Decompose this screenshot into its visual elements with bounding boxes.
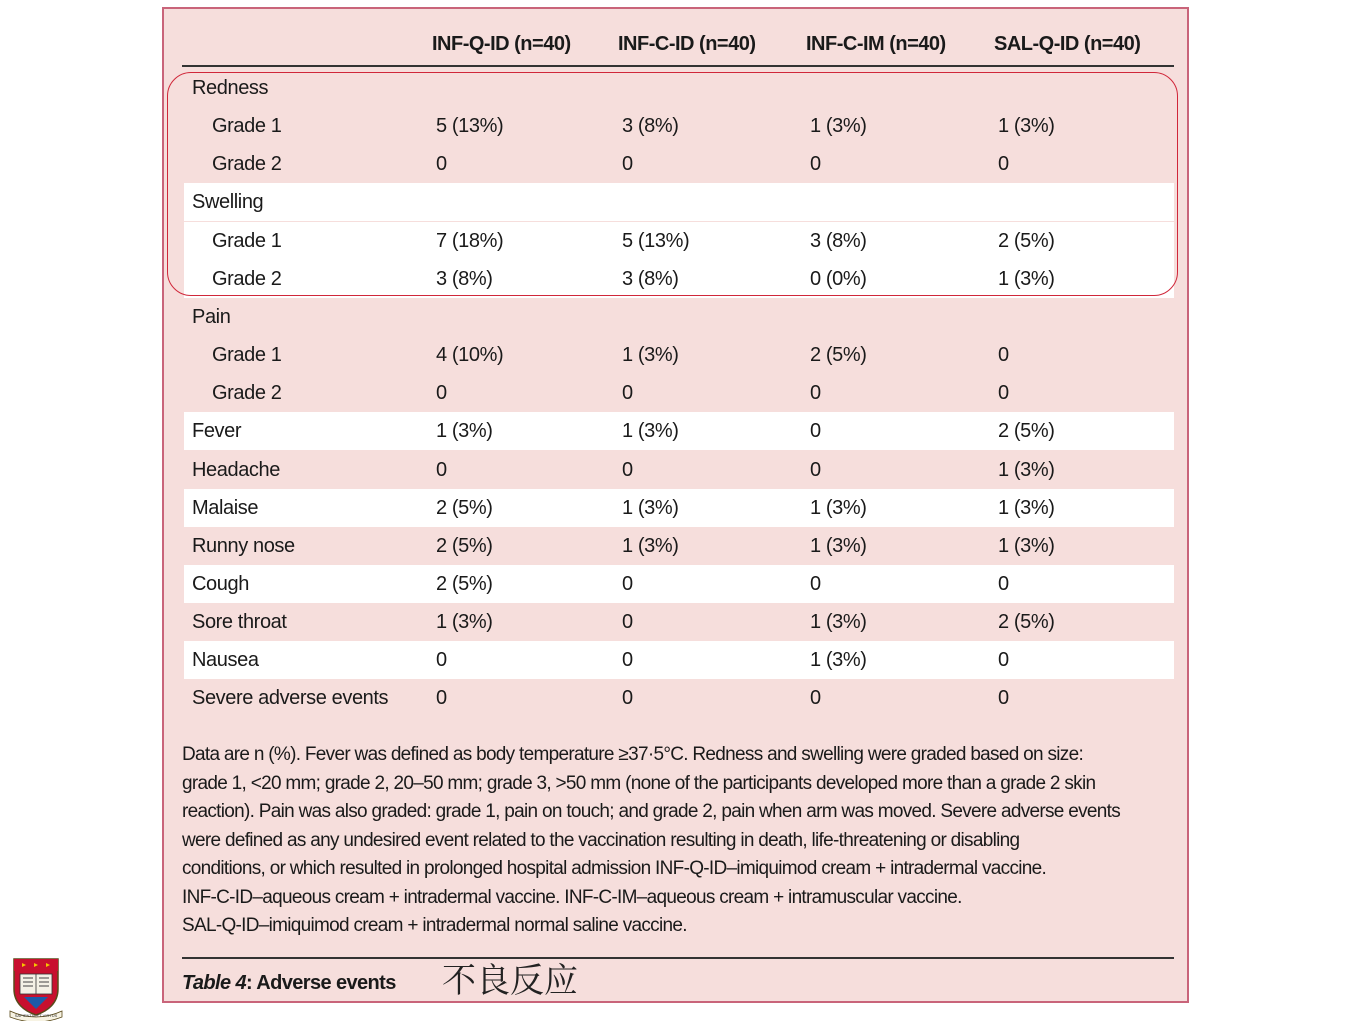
table-cell: 1 (3%) xyxy=(436,420,493,443)
table-cell: 0 xyxy=(436,649,447,672)
footnote-line: conditions, or which resulted in prolonged hospital admission INF-Q-ID–imiquimod cream + intradermal vaccine. xyxy=(182,858,1047,879)
table-cell: 3 (8%) xyxy=(810,229,867,252)
table-cell: 1 (3%) xyxy=(622,496,679,519)
table-cell: 2 (5%) xyxy=(436,572,493,595)
table-row xyxy=(184,679,1174,717)
table-cell: 0 xyxy=(622,153,633,176)
table-cell: 2 (5%) xyxy=(998,420,1055,443)
row-label: Grade 2 xyxy=(212,382,282,405)
table-cell: 0 xyxy=(622,382,633,405)
row-label: Headache xyxy=(192,458,280,481)
table-cell: 1 (3%) xyxy=(810,534,867,557)
table-cell: 0 xyxy=(998,382,1009,405)
table-cell: 0 xyxy=(622,649,633,672)
table-cell: 2 (5%) xyxy=(436,534,493,557)
university-crest-icon xyxy=(8,955,64,1021)
table-cell: 1 (3%) xyxy=(810,611,867,634)
highlight-outline xyxy=(167,72,1178,296)
table-cell: 2 (5%) xyxy=(436,496,493,519)
row-label: Swelling xyxy=(192,191,264,214)
row-label: Grade 2 xyxy=(212,153,282,176)
footnote-line: were defined as any undesired event related to the vaccination resulting in death, life-threatening or disabling xyxy=(182,829,1020,851)
row-label: Fever xyxy=(192,420,242,443)
table-cell: 0 xyxy=(622,687,633,710)
table-cell: 1 (3%) xyxy=(998,496,1055,519)
table-row xyxy=(184,489,1174,527)
table-cell: 5 (13%) xyxy=(622,229,690,252)
table-cell: 0 (0%) xyxy=(810,267,867,290)
table-cell: 1 (3%) xyxy=(436,611,493,634)
table-cell: 5 (13%) xyxy=(436,115,504,138)
footnote-line: reaction). Pain was also graded: grade 1, pain on touch; and grade 2, pain when arm was moved. Severe adverse events xyxy=(182,801,1121,822)
table-cell: 0 xyxy=(436,382,447,405)
table-cell: 1 (3%) xyxy=(810,115,867,138)
table-cell: 4 (10%) xyxy=(436,344,504,367)
table-cell: 3 (8%) xyxy=(436,267,493,290)
table-cell: 0 xyxy=(810,153,821,176)
table-row xyxy=(184,298,1174,336)
row-label: Grade 1 xyxy=(212,229,282,252)
column-header: INF-C-ID (n=40) xyxy=(618,33,756,55)
table-cell: 0 xyxy=(436,687,447,710)
table-cell: 0 xyxy=(622,572,633,595)
row-label: Cough xyxy=(192,572,249,595)
table-cell: 0 xyxy=(998,344,1009,367)
footer-divider xyxy=(182,957,1174,959)
table-cell: 7 (18%) xyxy=(436,229,504,252)
table-cell: 1 (3%) xyxy=(622,534,679,557)
row-label: Grade 1 xyxy=(212,115,282,138)
footnote-line: SAL-Q-ID–imiquimod cream + intradermal normal saline vaccine. xyxy=(182,915,687,936)
table-cell: 0 xyxy=(622,611,633,634)
table-cell: 0 xyxy=(810,382,821,405)
crest-motto: SAPIENTIA ET VIRTUS xyxy=(14,1013,58,1018)
table-row xyxy=(184,641,1174,679)
table-cell: 0 xyxy=(998,153,1009,176)
footnote-line: grade 1, <20 mm; grade 2, 20–50 mm; grade 3, >50 mm (none of the participants developed more than a grade 2 skin xyxy=(182,772,1096,794)
table-cell: 1 (3%) xyxy=(622,344,679,367)
table-cell: 1 (3%) xyxy=(998,534,1055,557)
column-header: INF-C-IM (n=40) xyxy=(806,33,946,55)
table-row xyxy=(184,374,1174,412)
table-title: : Adverse events xyxy=(245,972,396,994)
table-cell: 3 (8%) xyxy=(622,267,679,290)
row-label: Pain xyxy=(192,305,231,328)
table-cell: 2 (5%) xyxy=(998,611,1055,634)
row-label: Sore throat xyxy=(192,611,287,634)
table-header xyxy=(182,25,1174,67)
column-header: INF-Q-ID (n=40) xyxy=(432,33,571,55)
table-cell: 2 (5%) xyxy=(998,229,1055,252)
table-cell: 0 xyxy=(436,153,447,176)
row-label: Severe adverse events xyxy=(192,687,389,710)
table-cell: 0 xyxy=(998,649,1009,672)
table-cell: 0 xyxy=(436,458,447,481)
table-row xyxy=(184,603,1174,641)
chinese-caption: 不良反应 xyxy=(442,961,578,1001)
table-cell: 0 xyxy=(810,687,821,710)
table-panel xyxy=(162,7,1189,1003)
table-footnote xyxy=(182,741,1177,941)
table-cell: 0 xyxy=(810,420,821,443)
table-row xyxy=(184,565,1174,603)
footnote-line: INF-C-ID–aqueous cream + intradermal vaccine. INF-C-IM–aqueous cream + intramuscular vaccine. xyxy=(182,886,962,908)
table-cell: 2 (5%) xyxy=(810,344,867,367)
table-row xyxy=(184,412,1174,450)
table-cell: 0 xyxy=(998,572,1009,595)
table-cell: 1 (3%) xyxy=(622,420,679,443)
table-cell: 0 xyxy=(998,687,1009,710)
table-cell: 1 (3%) xyxy=(998,267,1055,290)
table-row xyxy=(184,451,1174,489)
table-number: Table 4 xyxy=(182,972,246,994)
row-label: Redness xyxy=(192,77,269,99)
table-cell: 0 xyxy=(810,572,821,595)
column-header: SAL-Q-ID (n=40) xyxy=(994,33,1141,55)
table-row xyxy=(184,336,1174,374)
table-row xyxy=(184,527,1174,565)
row-label: Grade 2 xyxy=(212,267,282,290)
table-cell: 1 (3%) xyxy=(810,496,867,519)
row-label: Runny nose xyxy=(192,534,295,557)
row-label: Nausea xyxy=(192,649,259,672)
table-cell: 3 (8%) xyxy=(622,115,679,138)
footnote-line: Data are n (%). Fever was defined as body temperature ≥37·5°C. Redness and swelling were graded based on size: xyxy=(182,744,1084,765)
table-cell: 0 xyxy=(810,458,821,481)
table-cell: 1 (3%) xyxy=(998,115,1055,138)
table-cell: 1 (3%) xyxy=(810,649,867,672)
row-label: Grade 1 xyxy=(212,344,282,367)
table-caption xyxy=(182,965,396,1001)
table-cell: 1 (3%) xyxy=(998,458,1055,481)
row-label: Malaise xyxy=(192,496,259,519)
table-cell: 0 xyxy=(622,458,633,481)
